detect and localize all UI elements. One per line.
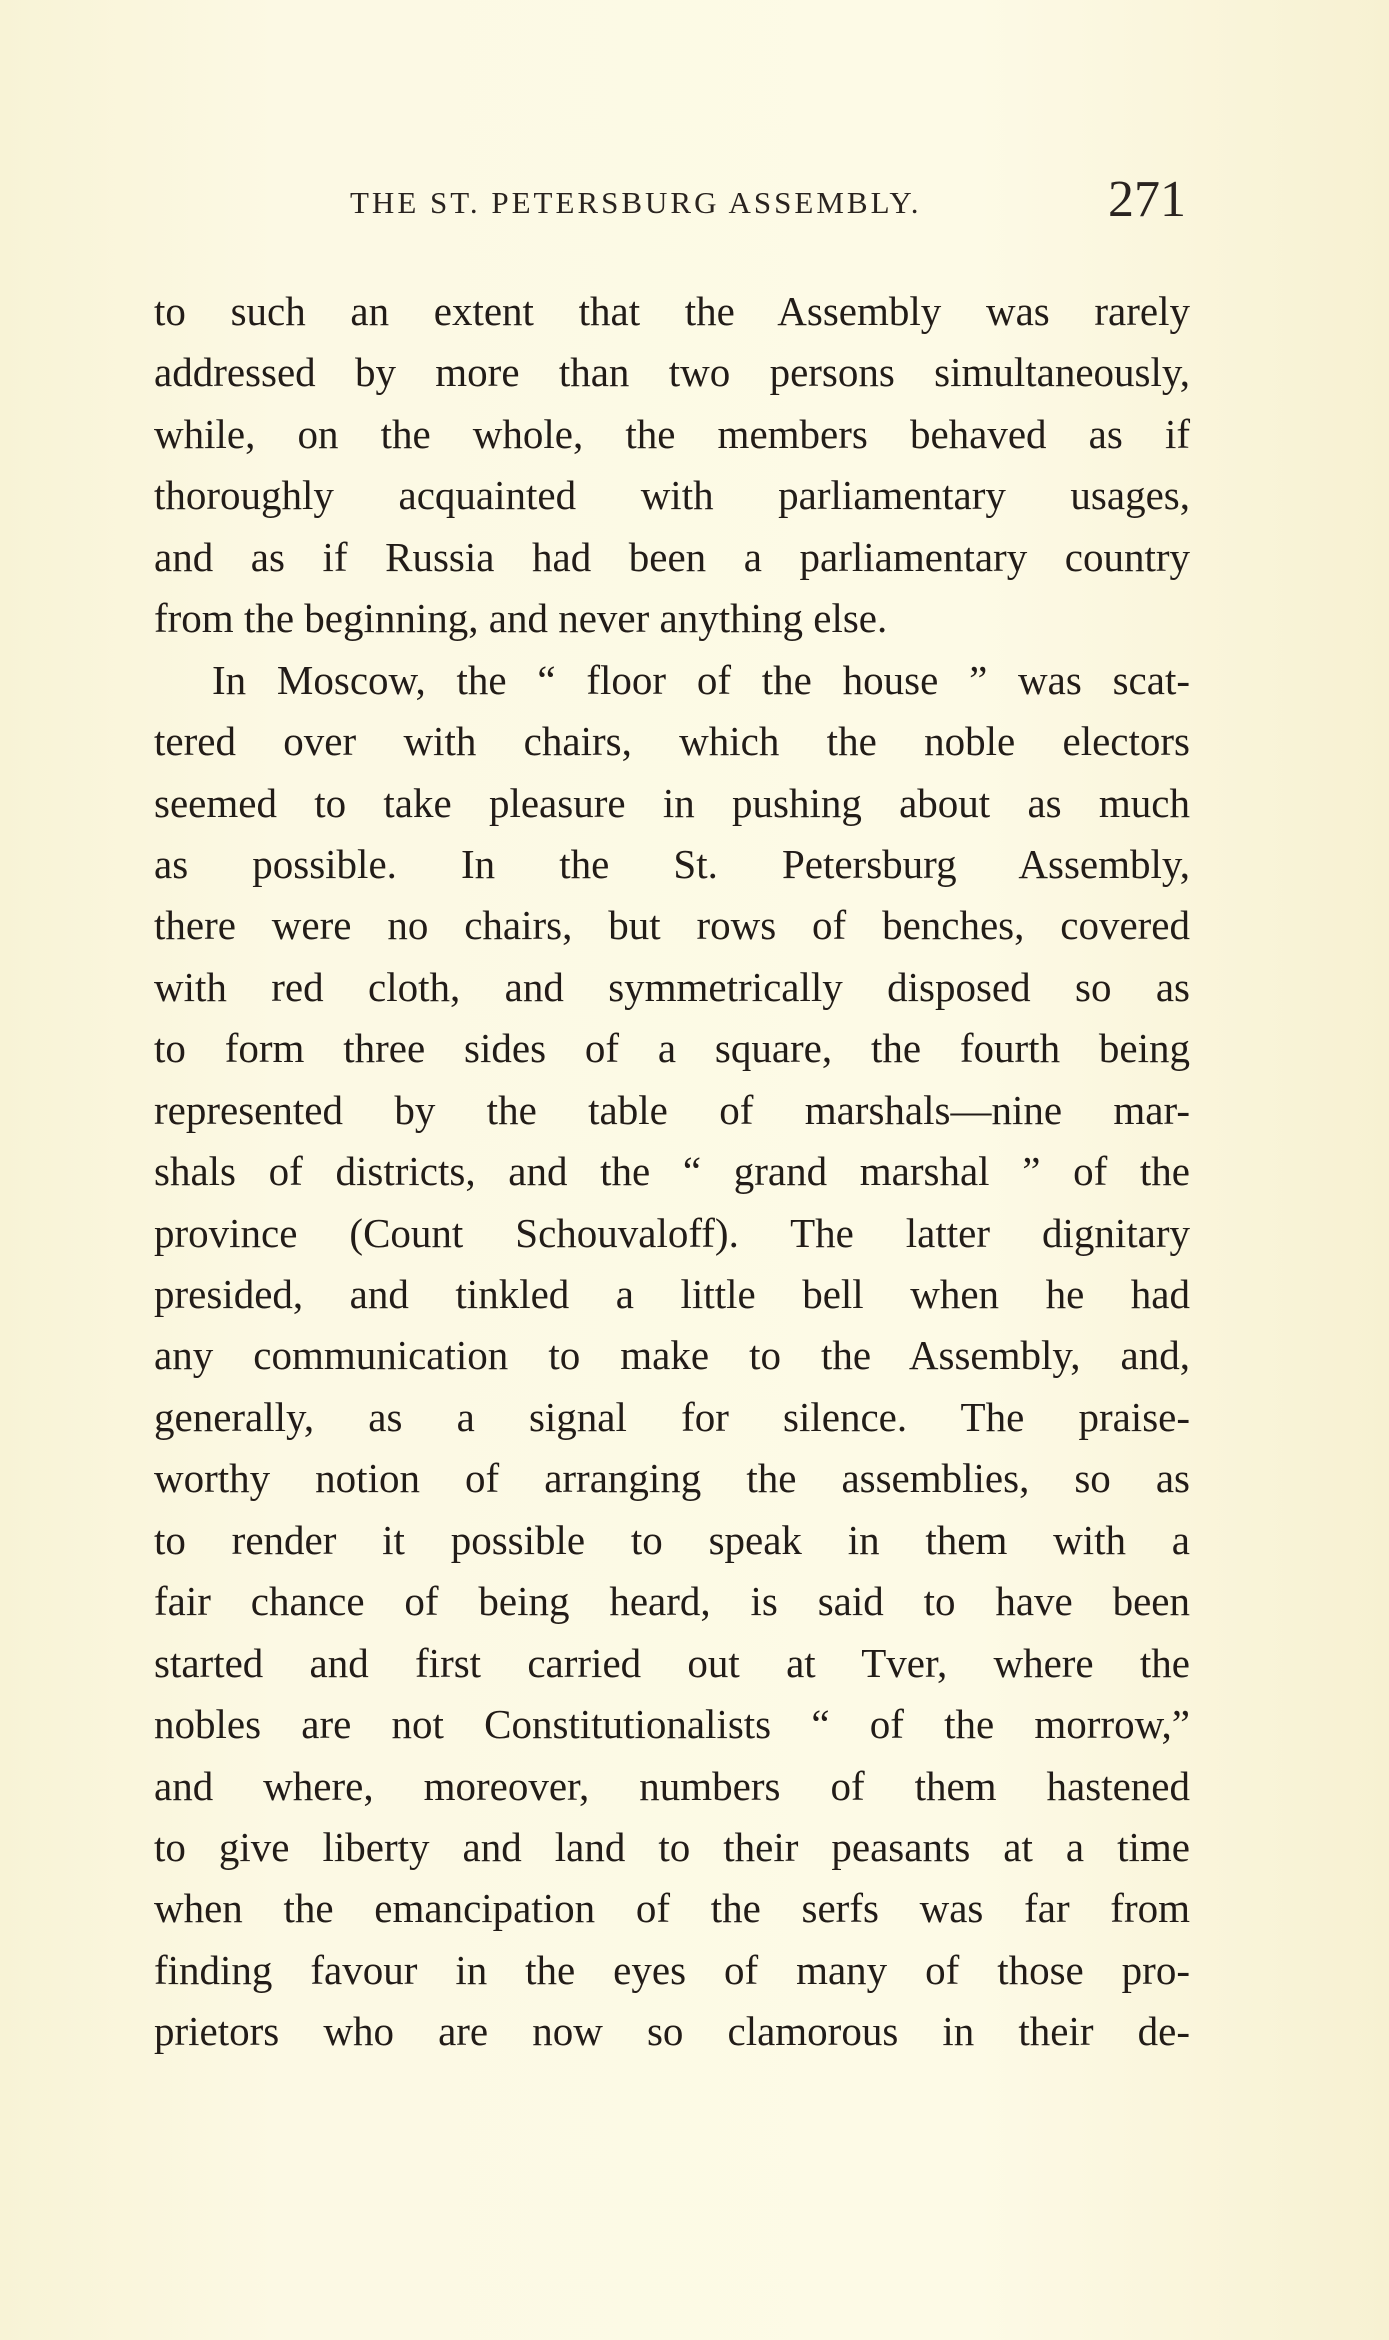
text-line: tered over with chairs, which the noble electors: [154, 718, 1190, 765]
text-line: there were no chairs, but rows of benches, covered: [154, 902, 1190, 949]
text-line: as possible. In the St. Petersburg Assembly,: [154, 840, 1190, 887]
text-line: shals of districts, and the “ grand marshal ” of the: [154, 1148, 1190, 1195]
text-line: represented by the table of marshals—nine mar-: [154, 1086, 1190, 1133]
text-line: to give liberty and land to their peasants at a time: [154, 1823, 1190, 1870]
text-line: to such an extent that the Assembly was rarely: [154, 288, 1190, 334]
text-line: with red cloth, and symmetrically disposed so as: [154, 963, 1190, 1010]
text-line: seemed to take pleasure in pushing about as much: [154, 779, 1190, 826]
text-line: addressed by more than two persons simultaneously,: [154, 349, 1190, 396]
text-line: province (Count Schouvaloff). The latter dignitary: [154, 1209, 1190, 1256]
text-line: nobles are not Constitutionalists “ of the morrow,”: [154, 1701, 1190, 1748]
running-head: THE ST. PETERSBURG ASSEMBLY.: [350, 185, 922, 220]
text-line: while, on the whole, the members behaved as if: [154, 410, 1190, 457]
text-line: finding favour in the eyes of many of those pro-: [154, 1946, 1190, 1993]
text-line: started and first carried out at Tver, where the: [154, 1639, 1190, 1686]
text-line: In Moscow, the “ floor of the house ” was scat-: [212, 656, 1190, 703]
text-line: to render it possible to speak in them with a: [154, 1516, 1190, 1563]
text-line: when the emancipation of the serfs was far from: [154, 1885, 1190, 1932]
page-number: 271: [1108, 171, 1186, 228]
text-line: thoroughly acquainted with parliamentary usages,: [154, 472, 1190, 519]
text-line: to form three sides of a square, the fourth being: [154, 1025, 1190, 1072]
text-line: any communication to make to the Assembly, and,: [154, 1332, 1190, 1379]
text-line: worthy notion of arranging the assemblies, so as: [154, 1455, 1190, 1502]
text-line: fair chance of being heard, is said to have been: [154, 1578, 1190, 1625]
text-line: prietors who are now so clamorous in their de-: [154, 2008, 1190, 2055]
text-line: generally, as a signal for silence. The praise-: [154, 1393, 1190, 1440]
text-line: and as if Russia had been a parliamentary country: [154, 533, 1190, 580]
text-line: presided, and tinkled a little bell when he had: [154, 1271, 1190, 1317]
text-line: and where, moreover, numbers of them hastened: [154, 1762, 1190, 1809]
body-text: [154, 281, 1190, 2063]
text-line: from the beginning, and never anything else.: [154, 595, 888, 642]
